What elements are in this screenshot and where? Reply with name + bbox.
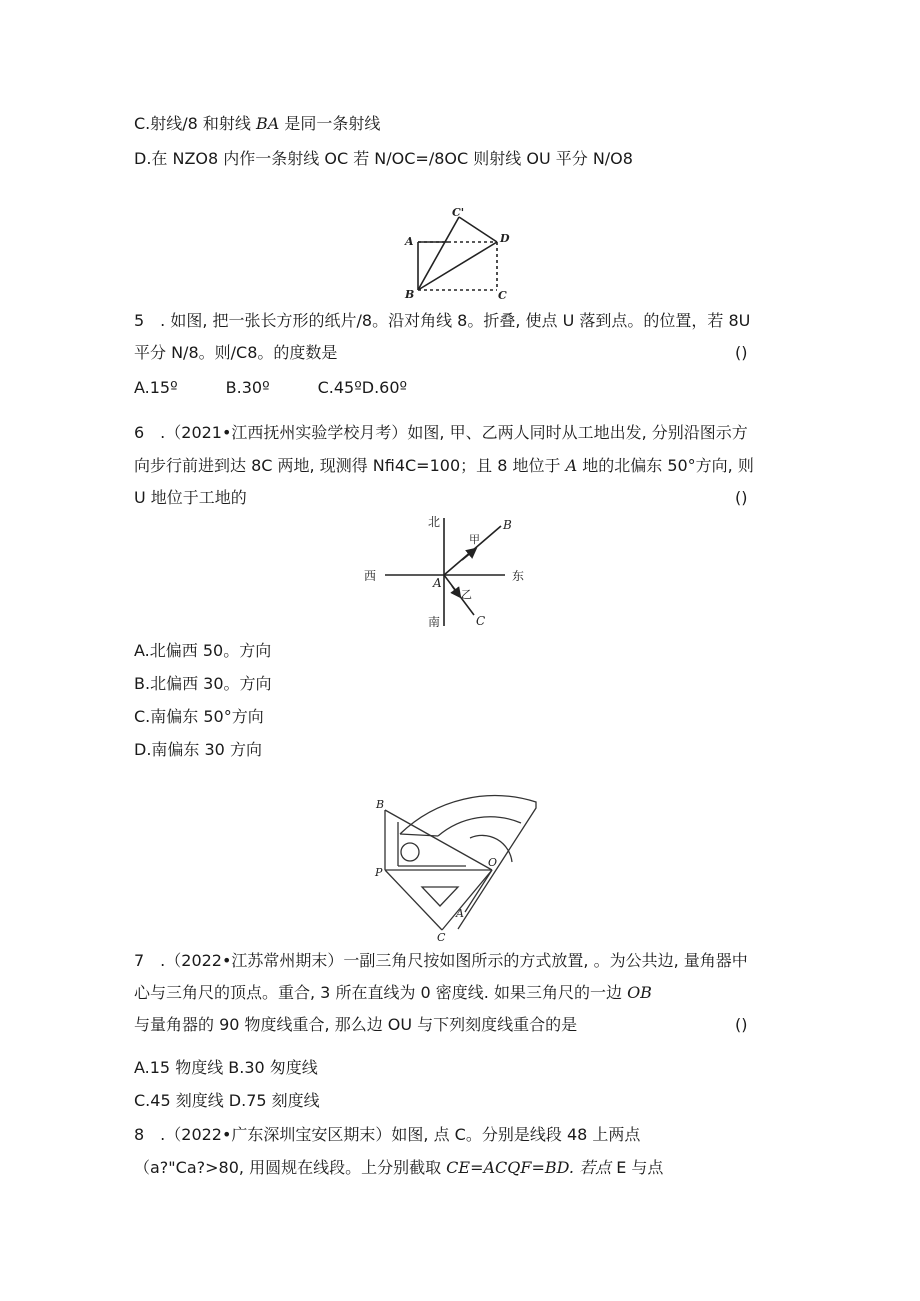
fig5-label-d: D	[500, 232, 510, 245]
fig7-ray-oa	[465, 870, 492, 912]
fig6-label-c: C	[476, 614, 486, 628]
fig6-ray-ac	[444, 575, 474, 615]
fig5-label-c: C	[498, 289, 507, 302]
q6-option-c: C.南偏东 50°方向	[134, 707, 264, 726]
fig7-label-c: C	[437, 931, 446, 944]
q5-answer-blank: ()	[735, 343, 748, 362]
fig7-protractor-outer	[400, 796, 536, 929]
q6-option-d: D.南偏东 30 方向	[134, 740, 262, 759]
fig6-label-a: A	[433, 576, 442, 590]
q5-options: A.15º B.30º C.45ºD.60º	[134, 378, 408, 397]
fig6-label-b: B	[503, 518, 512, 532]
fig7-triangle-30-bo	[385, 810, 492, 870]
fig6-label-north: 北	[428, 515, 441, 529]
fig7-protractor-hole	[470, 835, 512, 862]
fig6-label-south: 南	[428, 615, 441, 629]
q7-answer-blank: ()	[735, 1015, 748, 1034]
fig5-label-b: B	[405, 288, 415, 301]
q8-stem-line2: （a?"Ca?>80, 用圆规在线段。上分别截取 CE=ACQF=BD. 若点 E 与点	[134, 1158, 664, 1177]
option-c: C.射线/8 和射线 BA 是同一条射线	[134, 114, 381, 133]
fig7-label-p: P	[375, 866, 383, 879]
q7-options-cd: C.45 刻度线 D.75 刻度线	[134, 1091, 320, 1110]
fig7-label-o: O	[488, 856, 498, 869]
fig7-triangle-hole	[401, 843, 419, 861]
q6-stem-line3: U 地位于工地的	[134, 488, 247, 507]
fig6-label-yi: 乙	[461, 588, 472, 601]
fig6-arrow-yi	[452, 586, 458, 594]
fig7-triangle-45-pc	[385, 870, 442, 930]
fig6-label-east: 东	[512, 569, 525, 583]
q7-options-ab: A.15 物度线 B.30 匆度线	[134, 1058, 318, 1077]
q6-option-b: B.北偏西 30。方向	[134, 674, 272, 693]
fig5-diagonal-bd	[418, 242, 497, 290]
fig6-arrow-jia	[462, 551, 473, 560]
q6-answer-blank: ()	[735, 488, 748, 507]
fig7-label-a: A	[456, 907, 464, 920]
q6-stem-line2: 向步行前进到达 8C 两地, 现测得 Nfi4C=100；且 8 地位于 A 地的北偏东 50°方向, 则	[134, 456, 754, 475]
q7-stem-line1: 7 .（2022•江苏常州期末）一副三角尺按如图所示的方式放置, 。为公共边, 量角器中	[134, 951, 748, 970]
fig7-triangle-inner-hole	[422, 887, 458, 906]
fig5-bcprime	[418, 217, 459, 290]
fig5-label-cprime: C'	[452, 206, 465, 219]
q7-stem-line2: 心与三角尺的顶点。重合, 3 所在直线为 0 密度线. 如果三角尺的一边 OB	[134, 983, 652, 1002]
q6-option-a: A.北偏西 50。方向	[134, 641, 272, 660]
q5-stem-line1: 5 . 如图, 把一张长方形的纸片/8。沿对角线 8。折叠, 使点 U 落到点。的位置，若 8U	[134, 311, 751, 330]
fig7-label-b: B	[376, 798, 385, 811]
fig7-triangle-45-oc	[442, 870, 492, 930]
q6-stem-line1: 6 .（2021•江西抚州实验学校月考）如图, 甲、乙两人同时从工地出发, 分别沿图示方	[134, 423, 748, 442]
fig5-cprime-d	[459, 217, 497, 242]
q8-stem-line1: 8 .（2022•广东深圳宝安区期末）如图, 点 C。分别是线段 48 上两点	[134, 1125, 641, 1144]
fig7-protractor-inner	[438, 817, 521, 836]
q7-stem-line3: 与量角器的 90 物度线重合, 那么边 OU 与下列刻度线重合的是	[134, 1015, 578, 1034]
fig6-ray-ab	[444, 526, 501, 575]
fig5-label-a: A	[405, 235, 414, 248]
fig6-label-jia: 甲	[469, 533, 480, 546]
fig7-protractor-left	[400, 834, 438, 836]
option-d: D.在 NZO8 内作一条射线 OC 若 N∕OC=∕8OC 则射线 OU 平分 N∕O8	[134, 149, 633, 168]
q5-stem-line2: 平分 N/8。则/C8。的度数是	[134, 343, 338, 362]
fig6-label-west: 西	[364, 569, 377, 583]
